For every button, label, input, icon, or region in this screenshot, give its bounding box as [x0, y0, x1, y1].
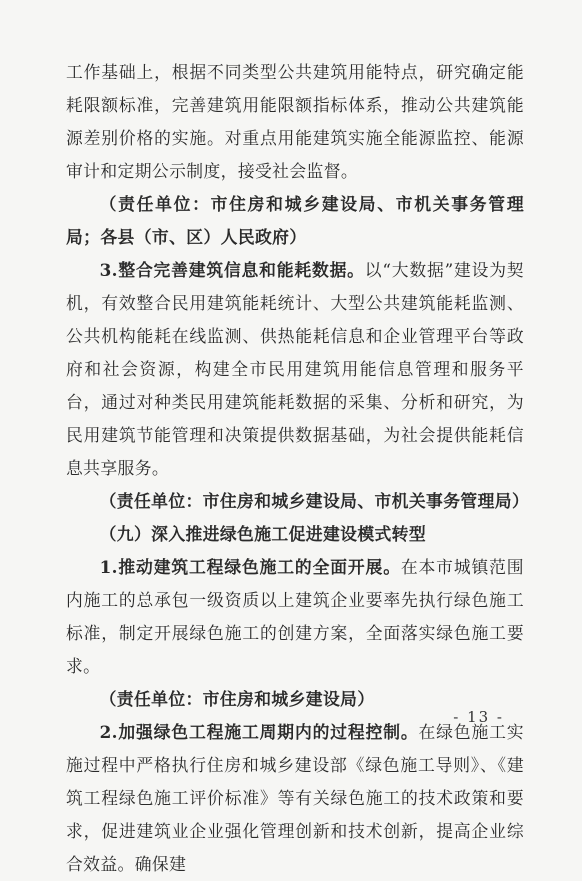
responsible-units-1: （责任单位：市住房和城乡建设局、市机关事务管理局；各县（市、区）人民政府）: [66, 194, 524, 247]
item-3-heading: 3.整合完善建筑信息和能耗数据。: [99, 260, 365, 280]
responsible-units-3: （责任单位：市住房和城乡建设局）: [99, 689, 375, 709]
item-1-green-construction: [66, 551, 524, 683]
item-3-integrate-data: [66, 254, 524, 485]
item-2-heading: 2.加强绿色工程施工周期内的过程控制。: [99, 722, 419, 742]
item-2-process-control: [66, 716, 524, 881]
section-9-heading: （九）深入推进绿色施工促进建设模式转型: [99, 524, 427, 544]
item-3-body: 以“大数据”建设为契机，有效整合民用建筑能耗统计、大型公共建筑能耗监测、公共机构能耗在线监测、供热能耗信息和企业管理平台等政府和社会资源，构建全市民用建筑用能信息管理和服务平台，通过对种类民用建筑能耗数据的采集、分析和研究，为民用建筑节能管理和决策提供数据基础，为社会提供能耗信息共享服务。: [66, 260, 524, 478]
responsible-units-2: （责任单位：市住房和城乡建设局、市机关事务管理局）: [99, 491, 530, 511]
item-1-heading: 1.推动建筑工程绿色施工的全面开展。: [99, 557, 401, 577]
paragraph-1: 工作基础上，根据不同类型公共建筑用能特点，研究确定能耗限额标准，完善建筑用能限额指标体系，推动公共建筑能源差别价格的实施。对重点用能建筑实施全能源监控、能源审计和定期公示制度，接受社会监督。: [66, 62, 524, 181]
item-1-body: 在本市城镇范围内施工的总承包一级资质以上建筑企业要率先执行绿色施工标准，制定开展绿色施工的创建方案，全面落实绿色施工要求。: [66, 557, 524, 676]
page-number: - 13 -: [453, 708, 504, 726]
body-text: [66, 56, 530, 881]
item-2-body: 在绿色施工实施过程中严格执行住房和城乡建设部《绿色施工导则》、《建筑工程绿色施工评价标准》等有关绿色施工的技术政策和要求，促进建筑业企业强化管理创新和技术创新，提高企业综合效益。确保建: [66, 722, 524, 874]
